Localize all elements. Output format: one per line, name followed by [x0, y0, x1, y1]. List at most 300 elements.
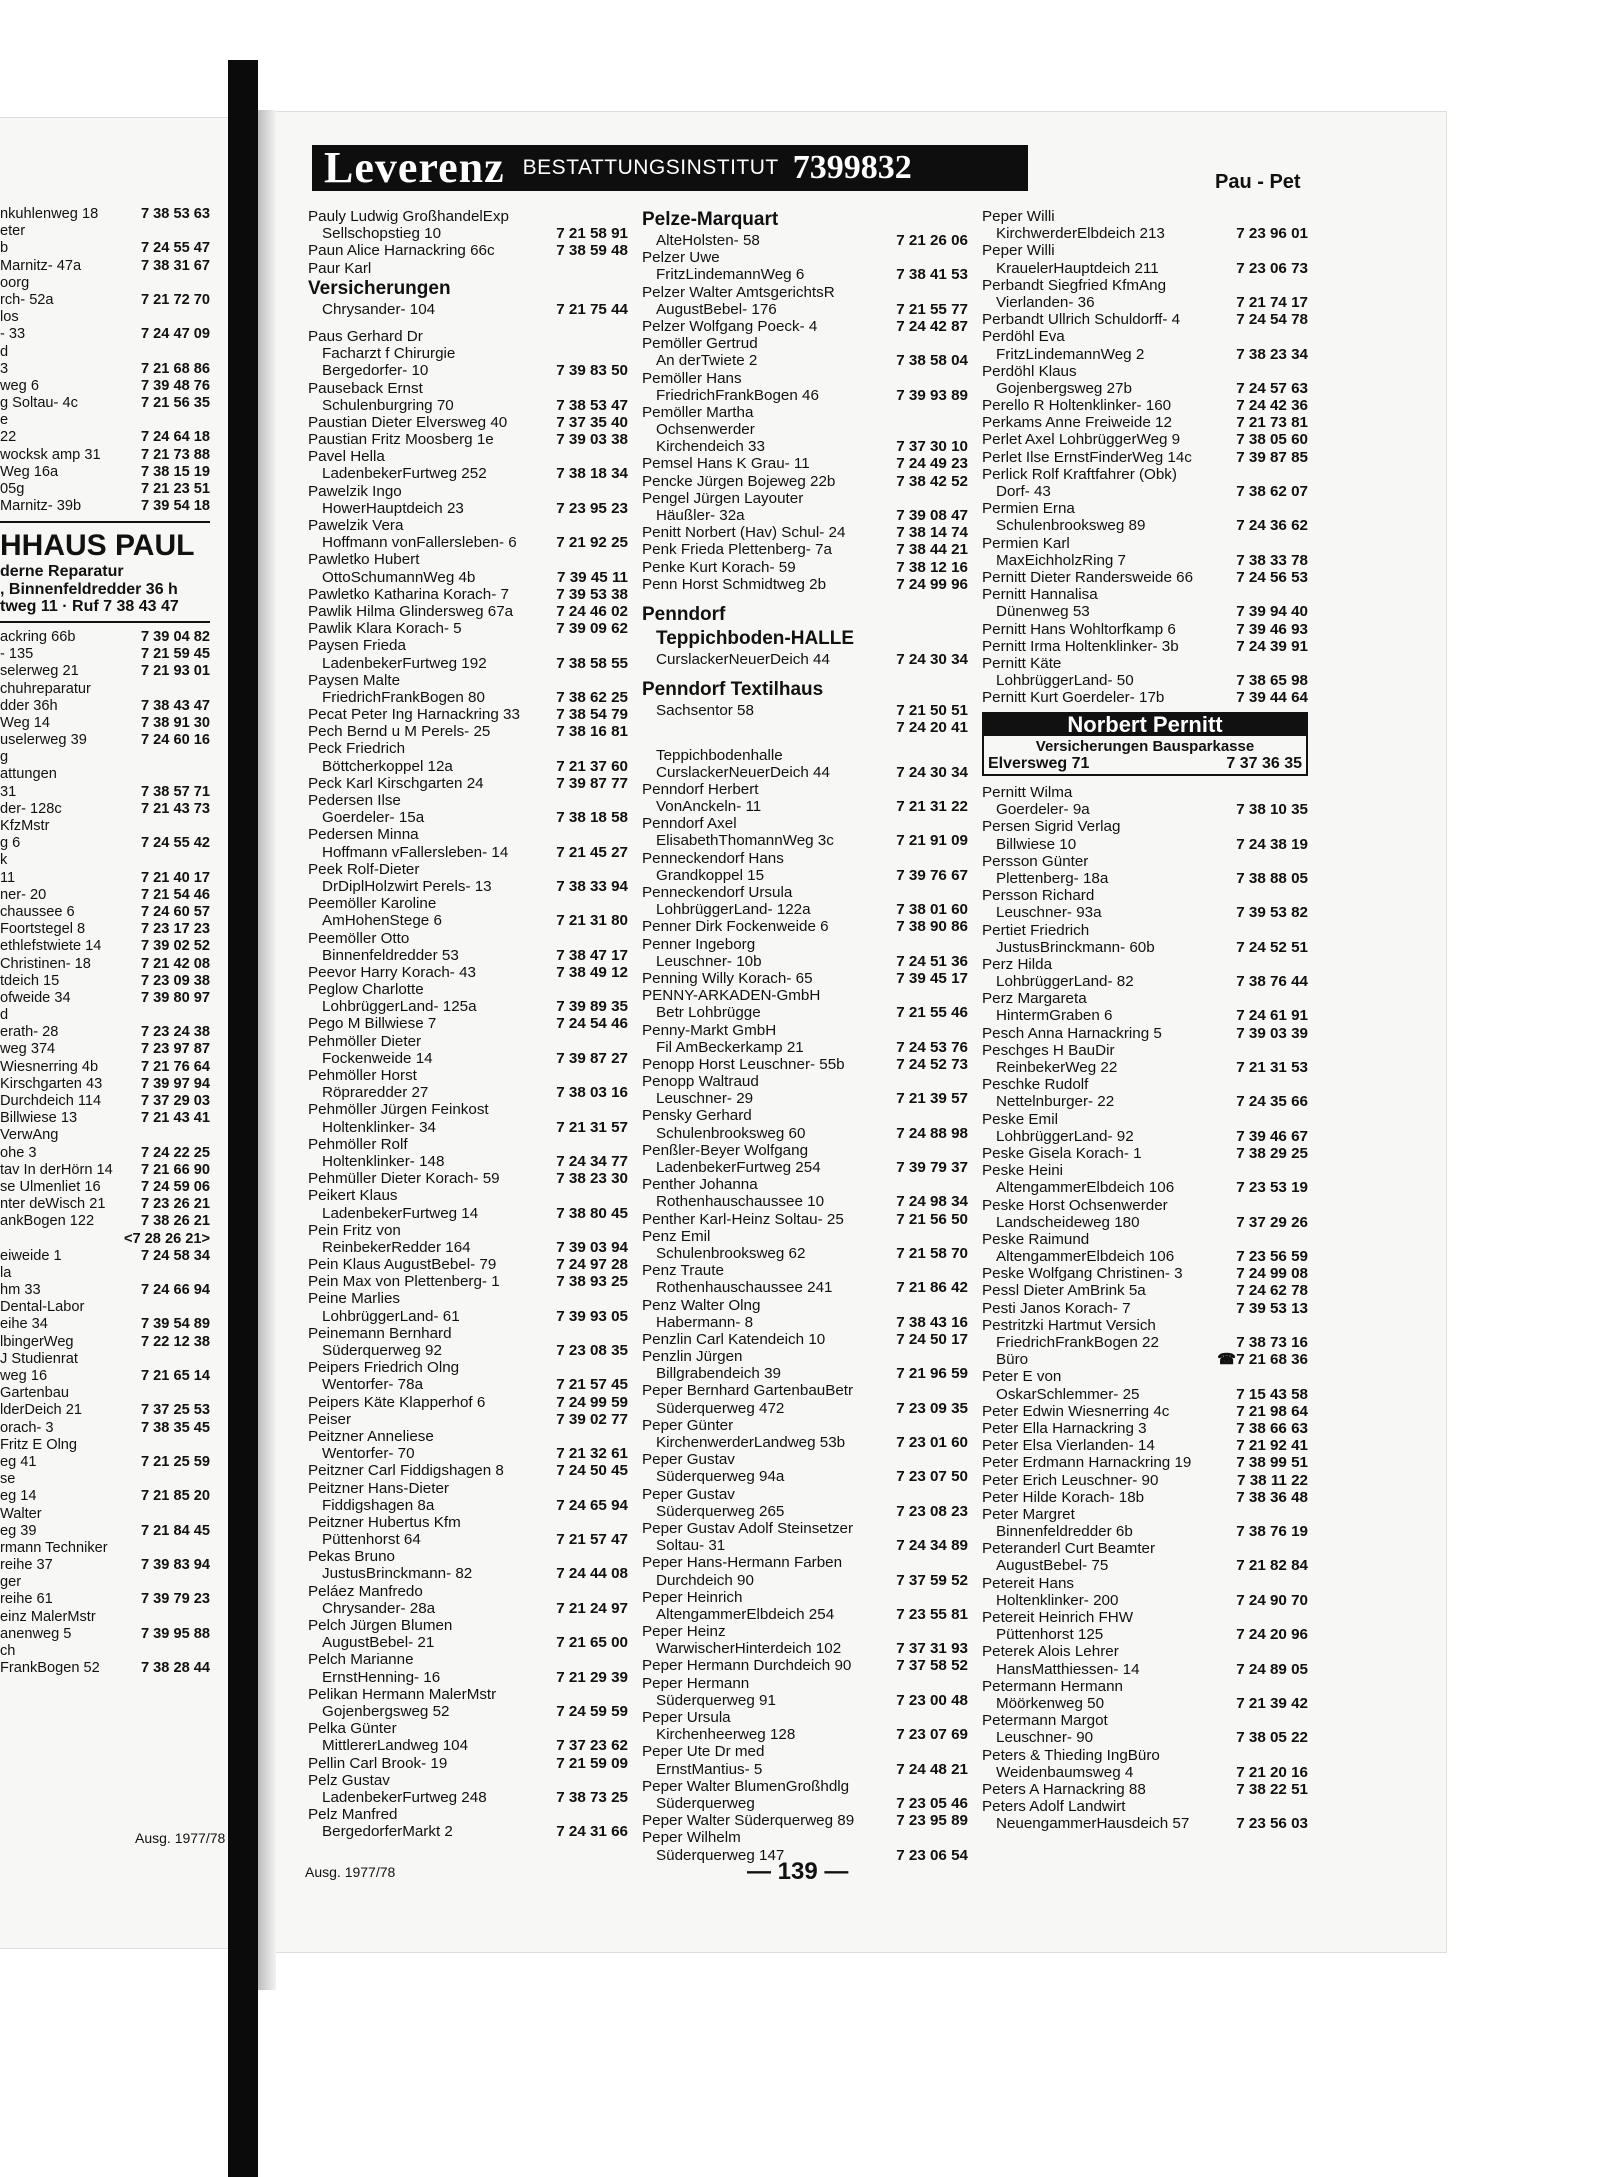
- entry-name: Dünenweg 53: [996, 603, 1090, 621]
- directory-entry: [642, 867, 968, 884]
- entry-name: ger: [0, 1574, 22, 1591]
- entry-name: AugustBebel- 75: [996, 1557, 1109, 1575]
- directory-entry: [642, 702, 968, 719]
- entry-name: AugustBebel- 176: [656, 300, 777, 318]
- entry-phone: 7 37 29 03: [141, 1093, 210, 1110]
- entry-phone: 7 38 47 17: [556, 946, 628, 964]
- entry-name: Peevor Harry Korach- 43: [308, 963, 476, 981]
- entry-name: AugustBebel- 21: [322, 1634, 435, 1652]
- directory-entry: [0, 681, 210, 698]
- entry-name: Foortstegel 8: [0, 921, 86, 938]
- entry-name: Persson Richard: [982, 887, 1095, 905]
- entry-phone: 7 24 52 73: [896, 1055, 968, 1073]
- directory-entry: [982, 328, 1308, 345]
- entry-name: Peper Heinz: [642, 1623, 726, 1641]
- directory-entry: [308, 1033, 628, 1050]
- directory-entry: [642, 1382, 968, 1399]
- entry-name: FriedrichFrankBogen 46: [656, 386, 819, 404]
- entry-name: der- 128c: [0, 800, 62, 817]
- directory-entry: [982, 1695, 1308, 1712]
- entry-phone: 7 21 56 35: [141, 395, 210, 412]
- entry-name: Durchdeich 114: [0, 1093, 102, 1110]
- directory-entry: [642, 1640, 968, 1657]
- entry-name: Süderquerweg 472: [656, 1399, 785, 1417]
- entry-phone: 7 24 38 19: [1236, 835, 1308, 853]
- entry-phone: 7 38 80 45: [556, 1204, 628, 1222]
- directory-entry: [308, 465, 628, 482]
- entry-phone: 7 37 30 10: [896, 438, 968, 456]
- entry-name: Christinen- 18: [0, 955, 91, 972]
- entry-phone: 7 39 53 38: [556, 585, 628, 603]
- entry-phone: 7 21 76 64: [141, 1058, 210, 1075]
- directory-entry: [642, 1314, 968, 1331]
- entry-name: Peglow Charlotte: [308, 981, 424, 999]
- entry-name: Pawletko Katharina Korach- 7: [308, 585, 509, 603]
- directory-entry: [0, 378, 210, 395]
- directory-entry: [642, 1468, 968, 1485]
- directory-entry: [642, 1537, 968, 1554]
- directory-entry: [0, 292, 210, 309]
- entry-name: ch: [0, 1643, 16, 1660]
- directory-entry: [0, 1110, 210, 1127]
- entry-phone: 7 24 20 96: [1236, 1626, 1308, 1644]
- entry-name: Peemöller Otto: [308, 929, 410, 947]
- entry-name: Pemöller Martha: [642, 403, 754, 421]
- directory-entry: [982, 1368, 1308, 1385]
- entry-phone: 7 38 15 19: [141, 463, 210, 480]
- entry-name: selerweg 21: [0, 663, 79, 680]
- entry-phone: 7 39 89 35: [556, 998, 628, 1016]
- entry-name: [642, 719, 896, 736]
- directory-entry: [0, 361, 210, 378]
- spacer: [308, 318, 628, 328]
- entry-phone: 7 23 05 46: [896, 1794, 968, 1812]
- entry-name: LohbrüggerLand- 125a: [322, 998, 477, 1016]
- directory-entry: [308, 483, 628, 500]
- ad-address-row: [984, 755, 1306, 774]
- entry-phone: 7 24 30 34: [896, 650, 968, 668]
- entry-name: BergedorferMarkt 2: [322, 1823, 453, 1841]
- directory-entry: [642, 1073, 968, 1090]
- entry-name: Paustian Dieter Elversweg 40: [308, 413, 508, 431]
- directory-entry: [642, 1417, 968, 1434]
- entry-name: Schulenburgring 70: [322, 396, 454, 414]
- entry-name: Perkams Anne Freiweide 12: [982, 414, 1172, 432]
- directory-entry: [642, 1331, 968, 1348]
- directory-entry: [642, 953, 968, 970]
- entry-name: Penny-Markt GmbH: [642, 1021, 777, 1039]
- entry-name: ReinbekerWeg 22: [996, 1059, 1118, 1077]
- directory-entry: [982, 1179, 1308, 1196]
- directory-entry: [308, 345, 628, 362]
- entry-phone: 7 38 42 52: [896, 472, 968, 490]
- entry-phone: 7 23 08 23: [896, 1502, 968, 1520]
- entry-name: nkuhlenweg 18: [0, 206, 99, 222]
- entry-phone: 7 24 49 23: [896, 455, 968, 473]
- entry-phone: 7 24 99 96: [896, 575, 968, 593]
- entry-phone: 7 38 54 79: [556, 706, 628, 724]
- entry-phone: 7 39 93 05: [556, 1307, 628, 1325]
- directory-entry: [982, 1557, 1308, 1574]
- directory-entry: [308, 1531, 628, 1548]
- entry-name: Holtenklinker- 34: [322, 1118, 436, 1136]
- directory-entry: [0, 715, 210, 732]
- entry-phone: 7 38 26 21: [141, 1213, 210, 1230]
- entry-phone: <7 28 26 21>: [123, 1230, 210, 1247]
- entry-name: Gojenbergsweg 52: [322, 1702, 450, 1720]
- banner-phone: 7399832: [792, 149, 912, 186]
- entry-name: Penz Traute: [642, 1262, 724, 1280]
- directory-entry: [642, 1675, 968, 1692]
- listing-column-2: [642, 208, 968, 1864]
- entry-name: ReinbekerRedder 164: [322, 1238, 471, 1256]
- entry-name: Walter: [0, 1505, 42, 1522]
- entry-phone: 7 38 05 60: [1236, 431, 1308, 449]
- entry-name: Goerdeler- 15a: [322, 809, 425, 827]
- directory-entry: [0, 732, 210, 749]
- directory-entry: [982, 1059, 1308, 1076]
- directory-entry: [0, 1437, 210, 1454]
- entry-phone: 7 21 65 00: [556, 1634, 628, 1652]
- directory-entry: [982, 1214, 1308, 1231]
- entry-name: Pesti Janos Korach- 7: [982, 1299, 1131, 1317]
- entry-name: FritzLindemannWeg 2: [996, 345, 1145, 363]
- entry-name: Peck Friedrich: [308, 740, 406, 758]
- directory-entry: [308, 1737, 628, 1754]
- directory-entry: [642, 884, 968, 901]
- directory-entry: [308, 1394, 628, 1411]
- entry-phone: 7 39 53 82: [1236, 904, 1308, 922]
- entry-name: FriedrichFrankBogen 22: [996, 1334, 1159, 1352]
- directory-entry: [982, 1386, 1308, 1403]
- entry-phone: 7 23 09 35: [896, 1399, 968, 1417]
- entry-name: Nettelnburger- 22: [996, 1093, 1115, 1111]
- entry-phone: 7 21 59 09: [556, 1754, 628, 1772]
- banner-subtitle: BESTATTUNGSINSTITUT: [522, 156, 779, 179]
- directory-entry: [982, 552, 1308, 569]
- entry-name: Pech Bernd u M Perels- 25: [308, 723, 491, 741]
- entry-name: Peper Günter: [642, 1416, 734, 1434]
- directory-entry: [0, 1179, 210, 1196]
- directory-entry: [0, 258, 210, 275]
- directory-entry: [308, 1583, 628, 1600]
- entry-phone: 7 38 11 22: [1237, 1471, 1308, 1489]
- directory-entry: [0, 852, 210, 869]
- entry-name: VerwAng: [0, 1127, 59, 1144]
- directory-entry: [642, 936, 968, 953]
- entry-phone: 7 21 37 60: [556, 757, 628, 775]
- directory-entry: [982, 973, 1308, 990]
- entry-name: Perdöhl Eva: [982, 328, 1065, 346]
- directory-entry: [308, 1445, 628, 1462]
- directory-entry: [308, 672, 628, 689]
- directory-entry: [982, 242, 1308, 259]
- entry-name: AmHohenStege 6: [322, 912, 442, 930]
- entry-name: Peske Wolfgang Christinen- 3: [982, 1265, 1183, 1283]
- entry-phone: 7 15 43 58: [1236, 1385, 1308, 1403]
- entry-phone: 7 39 45 17: [896, 969, 968, 987]
- entry-name: Penner Dirk Fockenweide 6: [642, 918, 829, 936]
- entry-phone: 7 39 03 38: [556, 431, 628, 449]
- directory-entry: [308, 689, 628, 706]
- entry-name: Wentorfer- 70: [322, 1445, 415, 1463]
- directory-entry: [982, 939, 1308, 956]
- entry-name: Pencke Jürgen Bojeweg 22b: [642, 472, 836, 490]
- entry-name: Gojenbergsweg 27b: [996, 379, 1132, 397]
- entry-name: Pellin Carl Brook- 19: [308, 1754, 448, 1772]
- directory-entry: [982, 689, 1308, 706]
- directory-entry: [0, 1334, 210, 1351]
- directory-entry: [308, 1101, 628, 1118]
- entry-name: Pecat Peter Ing Harnackring 33: [308, 706, 520, 724]
- directory-entry: [0, 309, 210, 326]
- directory-entry: [308, 792, 628, 809]
- directory-entry: [0, 663, 210, 680]
- entry-phone: 7 21 45 27: [556, 843, 628, 861]
- directory-entry: [982, 1231, 1308, 1248]
- entry-name: Pawletko Hubert: [308, 551, 420, 569]
- entry-name: Facharzt f Chirurgie: [322, 345, 456, 363]
- directory-entry: [0, 973, 210, 990]
- directory-entry: [308, 1050, 628, 1067]
- entry-phone: 7 21 26 06: [896, 232, 968, 249]
- entry-name: Peter Edwin Wiesnerring 4c: [982, 1402, 1170, 1420]
- directory-entry: [308, 1686, 628, 1703]
- directory-entry: [0, 447, 210, 464]
- directory-entry: [0, 749, 210, 766]
- directory-entry: [642, 404, 968, 421]
- left-edition-note: Ausg. 1977/78: [135, 1830, 226, 1846]
- directory-entry: [982, 1764, 1308, 1781]
- entry-phone: 7 39 87 85: [1236, 448, 1308, 466]
- directory-entry: [308, 1703, 628, 1720]
- entry-phone: 7 21 39 42: [1236, 1694, 1308, 1712]
- entry-phone: 7 38 90 86: [896, 918, 968, 936]
- directory-entry: [308, 301, 628, 318]
- entry-phone: 7 39 53 13: [1236, 1299, 1308, 1317]
- entry-name: ofweide 34: [0, 989, 71, 1006]
- entry-phone: 7 39 87 27: [556, 1049, 628, 1067]
- entry-name: Häußler- 32a: [656, 507, 745, 524]
- entry-phone: 7 38 22 51: [1236, 1780, 1308, 1798]
- directory-entry: [982, 1025, 1308, 1042]
- entry-name: weg 374: [0, 1041, 56, 1058]
- entry-phone: 7 21 23 51: [141, 481, 210, 497]
- entry-name: Peter Margret: [982, 1505, 1075, 1523]
- directory-entry: [982, 784, 1308, 801]
- directory-entry: [982, 1678, 1308, 1695]
- entry-name: Püttenhorst 64: [322, 1531, 421, 1549]
- entry-phone: 7 38 23 34: [1236, 345, 1308, 363]
- directory-entry: [982, 483, 1308, 500]
- directory-entry: [308, 500, 628, 517]
- listing-column-1: [308, 208, 628, 1840]
- entry-name: nter deWisch 21: [0, 1196, 106, 1213]
- entry-phone: 7 24 47 09: [141, 326, 210, 343]
- entry-name: Süderquerweg: [656, 1794, 755, 1812]
- entry-phone: 7 39 76 67: [896, 866, 968, 884]
- directory-entry: [0, 784, 210, 801]
- directory-entry: [308, 981, 628, 998]
- entry-name: Paun Alice Harnackring 66c: [308, 242, 495, 260]
- entry-name: eihe 34: [0, 1316, 48, 1333]
- entry-name: Penther Karl-Heinz Soltau- 25: [642, 1210, 844, 1228]
- entry-phone: 7 24 89 05: [1236, 1660, 1308, 1678]
- entry-name: Peitzner Anneliese: [308, 1427, 434, 1445]
- directory-entry: [0, 1488, 210, 1505]
- entry-name: Permien Karl: [982, 534, 1070, 552]
- entry-phone: 7 38 93 25: [556, 1273, 628, 1291]
- entry-phone: 7 21 85 20: [141, 1488, 210, 1505]
- directory-entry: [982, 1145, 1308, 1162]
- entry-name: Weg 16a: [0, 463, 59, 480]
- entry-phone: 7 23 26 21: [141, 1196, 210, 1213]
- entry-phone: 7 21 56 50: [896, 1210, 968, 1228]
- directory-entry: [0, 1299, 210, 1316]
- entry-name: Peper Gustav: [642, 1451, 735, 1469]
- entry-name: Weg 14: [0, 714, 51, 731]
- entry-name: Pelka Günter: [308, 1720, 397, 1738]
- directory-entry: [982, 569, 1308, 586]
- entry-phone: 7 38 35 45: [141, 1419, 210, 1436]
- page-number: — 139 —: [747, 1858, 849, 1885]
- entry-name: [0, 1231, 124, 1248]
- entry-name: Süderquerweg 91: [656, 1691, 776, 1709]
- entry-name: Pengel Jürgen Layouter: [642, 489, 804, 507]
- entry-name: uselerweg 39: [0, 732, 87, 749]
- directory-entry: [642, 1022, 968, 1039]
- directory-entry: [308, 362, 628, 379]
- directory-entry: [982, 1317, 1308, 1334]
- directory-entry: [0, 766, 210, 783]
- directory-entry: [308, 1187, 628, 1204]
- entry-name: Pelzer Walter AmtsgerichtsR: [642, 283, 835, 301]
- entry-phone: 7 24 53 76: [896, 1038, 968, 1056]
- entry-name: Chrysander- 28a: [322, 1599, 436, 1617]
- entry-phone: 7 38 65 98: [1236, 672, 1308, 690]
- entry-name: ethlefstwiete 14: [0, 938, 102, 955]
- entry-phone: 7 23 01 60: [896, 1434, 968, 1451]
- entry-phone: 7 39 46 67: [1236, 1127, 1308, 1145]
- directory-entry: [308, 1119, 628, 1136]
- entry-phone: 7 23 06 54: [896, 1846, 968, 1864]
- directory-entry: [982, 1042, 1308, 1059]
- directory-entry: [642, 284, 968, 301]
- directory-entry: [642, 1090, 968, 1107]
- entry-name: Penther Johanna: [642, 1176, 758, 1194]
- entry-phone: 7 38 43 47: [141, 697, 210, 714]
- entry-name: Pehmüller Dieter Korach- 59: [308, 1170, 500, 1188]
- entry-name: Pedersen Ilse: [308, 792, 401, 809]
- entry-phone: 7 23 08 35: [556, 1342, 628, 1359]
- directory-entry: [0, 1523, 210, 1540]
- directory-entry: [308, 397, 628, 414]
- entry-name: Peemöller Karoline: [308, 895, 437, 913]
- entry-phone: 7 21 39 57: [896, 1090, 968, 1108]
- entry-phone: 7 24 62 78: [1236, 1282, 1308, 1300]
- directory-entry: [982, 535, 1308, 552]
- entry-phone: 7 38 33 94: [556, 877, 628, 895]
- entry-name: Hoffmann vFallersleben- 14: [322, 843, 509, 861]
- directory-entry: [642, 651, 968, 668]
- entry-name: Petereit Heinrich FHW: [982, 1609, 1134, 1627]
- entry-phone: 7 37 58 52: [896, 1657, 968, 1675]
- entry-phone: 7 38 44 21: [896, 541, 968, 559]
- entry-name: Pein Fritz von: [308, 1221, 401, 1239]
- entry-name: Gartenbau: [0, 1385, 69, 1402]
- entry-phone: 7 23 17 23: [141, 921, 210, 938]
- directory-entry: [642, 524, 968, 541]
- entry-name: Peipers Friedrich Olng: [308, 1359, 460, 1377]
- entry-phone: 7 21 72 70: [141, 291, 210, 308]
- entry-name: Peterek Alois Lehrer: [982, 1643, 1119, 1661]
- entry-phone: 7 38 49 12: [556, 963, 628, 981]
- directory-entry: [982, 363, 1308, 380]
- entry-name: Dental-Labor: [0, 1299, 85, 1316]
- entry-phone: 7 24 39 91: [1236, 637, 1308, 655]
- entry-phone: 7 38 91 30: [141, 714, 210, 731]
- entry-name: Bergedorfer- 10: [322, 362, 429, 380]
- entry-phone: 7 38 76 44: [1236, 973, 1308, 991]
- directory-entry: [308, 328, 628, 345]
- directory-entry: [0, 1213, 210, 1230]
- entry-name: NeuengammerHausdeich 57: [996, 1815, 1190, 1833]
- entry-phone: 7 21 40 17: [141, 869, 210, 886]
- directory-entry: [0, 956, 210, 973]
- directory-entry: [0, 801, 210, 818]
- left-page-column: [0, 206, 210, 1677]
- entry-name: MaxEichholzRing 7: [996, 551, 1126, 569]
- entry-name: Marnitz- 39b: [0, 498, 82, 515]
- entry-name: OskarSchlemmer- 25: [996, 1385, 1140, 1403]
- directory-entry: [642, 1159, 968, 1176]
- leverenz-banner: [312, 145, 1028, 191]
- entry-phone: 7 21 31 53: [1236, 1059, 1308, 1077]
- directory-entry: [308, 620, 628, 637]
- directory-entry: [308, 1634, 628, 1651]
- directory-entry: [982, 431, 1308, 448]
- entry-name: Peter Elsa Vierlanden- 14: [982, 1437, 1155, 1455]
- entry-name: AltengammerElbdeich 106: [996, 1248, 1175, 1266]
- entry-phone: 7 24 99 59: [556, 1393, 628, 1411]
- entry-phone: 7 24 59 59: [556, 1702, 628, 1720]
- directory-entry: [642, 1176, 968, 1193]
- entry-name: Süderquerweg 92: [322, 1342, 442, 1359]
- entry-name: Fiddigshagen 8a: [322, 1496, 435, 1514]
- entry-name: Büro: [996, 1351, 1029, 1369]
- directory-entry: [982, 1609, 1308, 1626]
- directory-entry: [642, 1228, 968, 1245]
- entry-name: Böttcherkoppel 12a: [322, 757, 453, 775]
- entry-name: Persson Günter: [982, 852, 1089, 870]
- directory-entry: [642, 798, 968, 815]
- directory-entry: [642, 1400, 968, 1417]
- directory-entry: [642, 1761, 968, 1778]
- directory-entry: [642, 318, 968, 335]
- entry-phone: 7 24 61 91: [1236, 1007, 1308, 1025]
- entry-name: Pertiet Friedrich: [982, 921, 1090, 939]
- entry-name: Penn Horst Schmidtweg 2b: [642, 575, 827, 593]
- directory-entry: [982, 1454, 1308, 1471]
- entry-phone: 7 24 46 02: [556, 602, 628, 620]
- entry-name: LohbrüggerLand- 92: [996, 1127, 1134, 1145]
- entry-name: einz MalerMstr: [0, 1608, 96, 1625]
- directory-entry: [308, 380, 628, 397]
- directory-entry: [642, 1211, 968, 1228]
- directory-entry: [982, 1798, 1308, 1815]
- directory-entry: [0, 344, 210, 361]
- entry-name: Peschke Rudolf: [982, 1076, 1089, 1094]
